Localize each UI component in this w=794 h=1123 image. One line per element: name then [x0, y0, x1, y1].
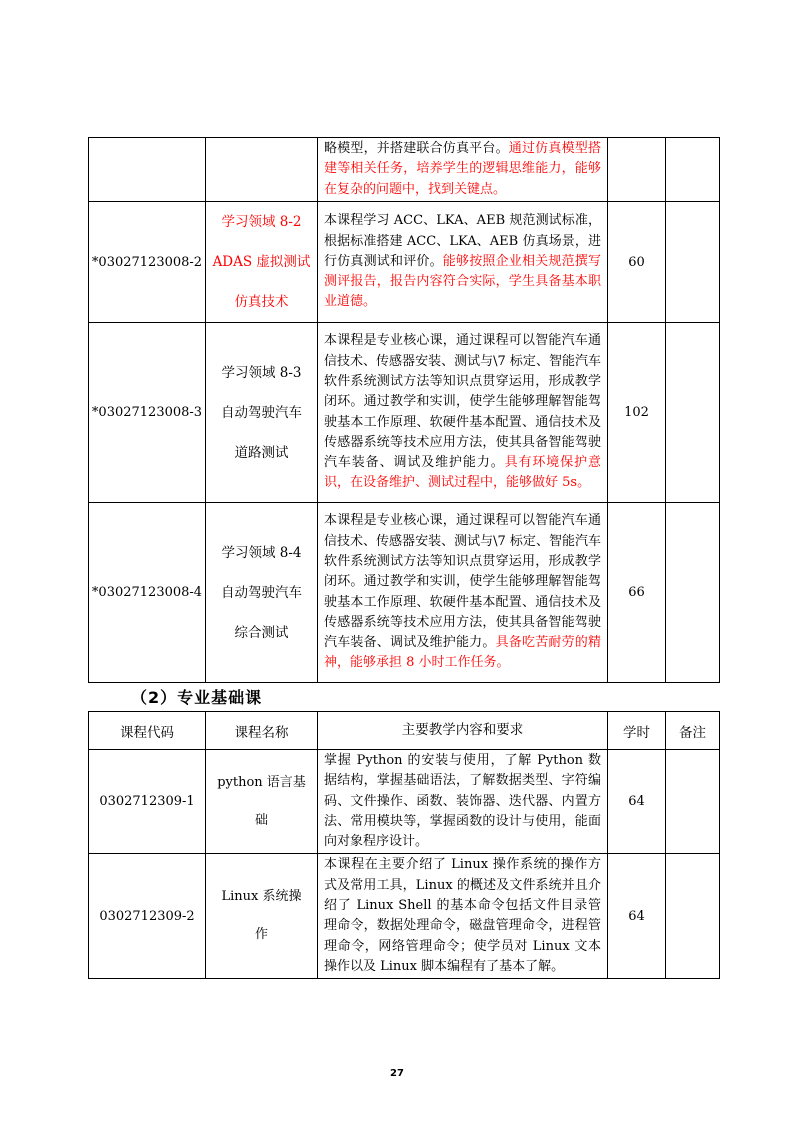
table-row [89, 750, 720, 854]
course-code-cell [89, 138, 206, 202]
course-name-cell [206, 138, 318, 202]
hours-cell [608, 138, 666, 202]
course-name-line: Linux 系统操 [221, 889, 302, 905]
course-code-cell: 0302712309-1 [89, 750, 206, 854]
course-name-cell [206, 202, 318, 323]
note-cell [666, 138, 720, 202]
course-content-cell [318, 323, 608, 503]
hours-cell: 102 [608, 323, 666, 503]
content-text: 本课程是专业核心课，通过课程可以智能汽车通信技术、传感器安装、测试与\7 标定、智能汽车软件系统测试方法等知识点贯穿运用，形成教学闭环。通过教学和实训，使学生能够理解智能驾驶基本工作原理、软硬件基本配置、通信技术及传感器系统等技术应用方法，使其具备智能驾驶汽车装备、调试及维护能力。 [324, 513, 601, 651]
course-name-line: 作 [254, 927, 268, 943]
content-red-text: 具有环境保护意识，在设备维护、测试过程中，能够做好 5s。 [324, 455, 601, 491]
content-red-text: 通过仿真模型搭建等相关任务，培养学生的逻辑思维能力，能够在复杂的问题中，找到关键点。 [324, 141, 601, 197]
course-code-cell: 0302712309-2 [89, 854, 206, 979]
header-course-code: 课程代码 [89, 712, 206, 750]
course-code-cell: *03027123008-2 [89, 202, 206, 323]
page-number: 27 [390, 1068, 404, 1079]
table-row [89, 854, 720, 979]
course-name-line: ADAS 虚拟测试 [212, 254, 311, 270]
table-row [89, 503, 720, 683]
course-content-cell [318, 138, 608, 202]
course-name-line: 仿真技术 [234, 294, 289, 310]
hours-cell: 66 [608, 503, 666, 683]
course-content-cell [318, 503, 608, 683]
content-text: 略模型，并搭建联合仿真平台。 [324, 141, 509, 157]
hours-cell: 64 [608, 854, 666, 979]
course-name-line: 础 [254, 812, 268, 828]
table-row [89, 138, 720, 202]
content-text: 本课程是专业核心课，通过课程可以智能汽车通信技术、传感器安装、测试与\7 标定、智能汽车软件系统测试方法等知识点贯穿运用，形成教学闭环。通过教学和实训，使学生能够理解智能驾驶基本工作原理、软硬件基本配置、通信技术及传感器系统等技术应用方法，使其具备智能驾驶汽车装备、调试及维护能力。 [324, 333, 601, 471]
hours-cell: 64 [608, 750, 666, 854]
header-note: 备注 [666, 712, 720, 750]
table-row [89, 323, 720, 503]
note-cell [666, 503, 720, 683]
course-name-line: python 语言基 [217, 774, 306, 790]
course-name-line: 自动驾驶汽车 [221, 584, 302, 601]
course-name-line: 综合测试 [234, 624, 289, 641]
note-cell [666, 202, 720, 323]
foundation-course-table [88, 711, 720, 979]
table-row [89, 202, 720, 323]
content-red-text: 具备吃苦耐劳的精神，能够承担 8 小时工作任务。 [324, 635, 601, 671]
course-name-line: 学习领域 8-2 [221, 214, 302, 230]
header-content: 主要教学内容和要求 [318, 712, 608, 750]
content-text: 本课程学习 ACC、LKA、AEB 规范测试标准，根据标准搭建 ACC、LKA、AEB 仿真场景，进行仿真测试和评价。 [324, 213, 601, 269]
course-name-cell [206, 854, 318, 979]
section-title: （2）专业基础课 [131, 688, 263, 707]
hours-cell: 60 [608, 202, 666, 323]
course-content-cell: 掌握 Python 的安装与使用，了解 Python 数据结构，掌握基础语法，了解数据类型、字符编码、文件操作、函数、装饰器、迭代器、内置方法、常用模块等，掌握函数的设计与使用，能面向对象程序设计。 [318, 750, 608, 854]
course-content-cell [318, 202, 608, 323]
header-hours: 学时 [608, 712, 666, 750]
course-code-cell: *03027123008-3 [89, 323, 206, 503]
note-cell [666, 750, 720, 854]
note-cell [666, 854, 720, 979]
course-content-cell: 本课程在主要介绍了 Linux 操作系统的操作方式及常用工具，Linux 的概述及文件系统并且介绍了 Linux Shell 的基本命令包括文件目录管理命令，数据处理命令，磁盘管理命令，进程管理命令，网络管理命令；使学员对 Linux 文本操作以及 Linux 脚本编程有了基本了解。 [318, 854, 608, 979]
note-cell [666, 323, 720, 503]
core-course-table [88, 137, 720, 683]
course-code-cell: *03027123008-4 [89, 503, 206, 683]
course-name-cell [206, 323, 318, 503]
table-header-row [89, 712, 720, 750]
course-name-line: 学习领域 8-4 [221, 544, 302, 561]
content-red-text: 能够按照企业相关规范撰写测评报告，报告内容符合实际，学生具备基本职业道德。 [324, 253, 601, 310]
header-course-name: 课程名称 [206, 712, 318, 750]
course-name-line: 自动驾驶汽车 [221, 404, 302, 421]
course-name-line: 学习领域 8-3 [221, 364, 302, 381]
course-name-cell [206, 750, 318, 854]
course-name-line: 道路测试 [234, 444, 289, 461]
course-name-cell [206, 503, 318, 683]
